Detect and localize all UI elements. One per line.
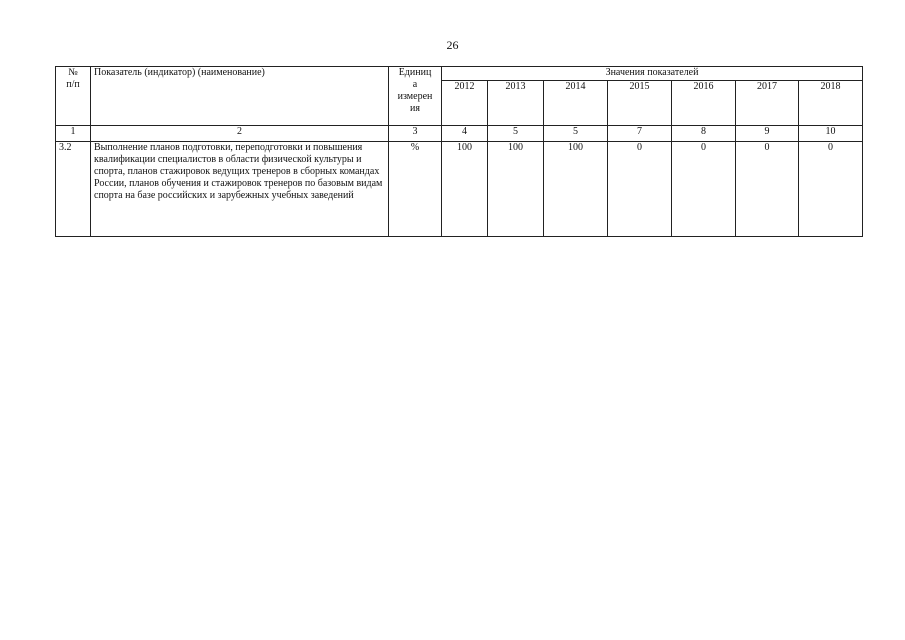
- column-number: 2: [91, 126, 389, 142]
- header-year: 2017: [736, 81, 799, 126]
- header-year: 2014: [544, 81, 608, 126]
- column-numbers-row: [56, 126, 863, 142]
- column-number: 8: [672, 126, 736, 142]
- header-year: 2015: [608, 81, 672, 126]
- row-indicator: Выполнение планов подготовки, переподготовки и повышения квалификации специалистов в области физической культуры и спорта, планов стажировок ведущих тренеров в сборных командах России, планов обучения и стажировок тренеров по базовым видам спорта на базе российских и зарубежных учебных заведений: [91, 142, 389, 237]
- indicators-table: [55, 66, 863, 237]
- row-value: 0: [672, 142, 736, 237]
- row-value: 0: [608, 142, 672, 237]
- table-header-row: [56, 67, 863, 81]
- header-year: 2018: [799, 81, 863, 126]
- page-number: 26: [446, 38, 459, 52]
- column-number: 5: [544, 126, 608, 142]
- header-year: 2012: [442, 81, 488, 126]
- header-indicator: Показатель (индикатор) (наименование): [91, 67, 389, 126]
- header-unit: Единиц а измерен ия: [389, 67, 442, 126]
- row-num: 3.2: [56, 142, 91, 237]
- column-number: 1: [56, 126, 91, 142]
- column-number: 10: [799, 126, 863, 142]
- row-value: 100: [488, 142, 544, 237]
- column-number: 9: [736, 126, 799, 142]
- row-unit: %: [389, 142, 442, 237]
- header-year: 2016: [672, 81, 736, 126]
- row-value: 100: [544, 142, 608, 237]
- header-num: № п/п: [56, 67, 91, 126]
- table-row: [56, 142, 863, 237]
- row-value: 0: [799, 142, 863, 237]
- column-number: 7: [608, 126, 672, 142]
- header-values-group: Значения показателей: [442, 67, 863, 81]
- row-value: 100: [442, 142, 488, 237]
- header-year: 2013: [488, 81, 544, 126]
- row-value: 0: [736, 142, 799, 237]
- column-number: 4: [442, 126, 488, 142]
- column-number: 3: [389, 126, 442, 142]
- column-number: 5: [488, 126, 544, 142]
